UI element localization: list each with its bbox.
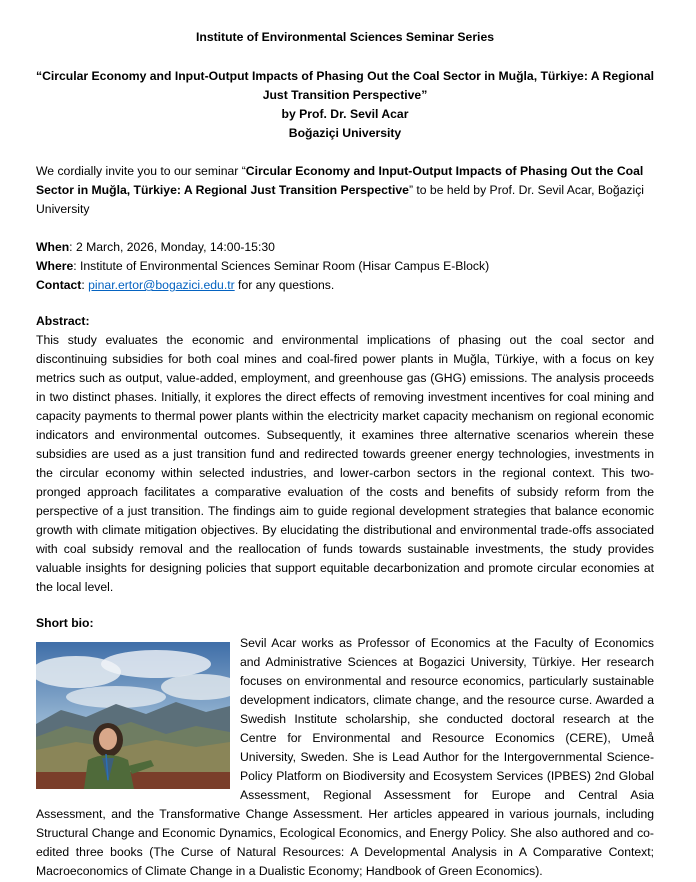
where-label: Where [36, 259, 74, 273]
invite-before: We cordially invite you to our seminar “ [36, 164, 246, 178]
when-value: : 2 March, 2026, Monday, 14:00-15:30 [69, 240, 275, 254]
contact-separator: : [81, 278, 89, 292]
bio-heading: Short bio: [36, 616, 94, 630]
abstract-heading: Abstract: [36, 314, 90, 328]
bio-text: Sevil Acar works as Professor of Economics at the Faculty of Economics and Administrative Sciences at Bogazici University, Türkiye. Her research focuses on environmental and resource economics, particularly sustainable development indicators, climate change, and the resource curse. Awarded a Swedish Institute scholarship, she conducted doctoral research at the Centre for Environmental and Resource Economics (CERE), Umeå University, Sweden. She is Lead Author for the Intergovernmental Science-Policy Platform on Biodiversity and Ecosystem Services (IPBES) 2nd Global Assessment, Regional Assessment for Europe and Central Asia Assessment, and the Transformative Change Assessment. Her articles appeared in various journals, including Structural Change and Economic Dynamics, Ecological Economics, and Energy Policy. She also authored and co-edited three books (The Curse of Natural Resources: A Developmental Analysis in A Comparative Context; Macroeconomics of Climate Change in a Dualistic Economy; Handbook of Green Economics). [36, 636, 654, 878]
abstract-text: This study evaluates the economic and environmental implications of phasing out the coal sector and discontinuing subsidies for both coal mines and coal-fired power plants in Muğla, Türkiye, with a focus on key metrics such as output, value-added, employment, and greenhouse gas (GHG) emissions. The analysis proceeds in two distinct phases. Initially, it explores the direct effects of removing investment incentives for coal mining and capacity payments to thermal power plants within the electricity market capacity mechanism on regional economic indicators and environmental outcomes. Subsequently, it examines three alternative scenarios wherein these subsidies are used as a just transition fund and redirected towards greener energy technologies, investments in the circular economy within selected industries, and lower-carbon sectors in the regional context. This two-pronged approach facilitates a comparative evaluation of the costs and benefits of subsidy reform from the perspective of a just transition. The findings aim to guide regional development strategies that balance economic growth with climate mitigation objectives. By elucidating the distributional and environmental trade-offs associated with coal subsidy removal and the reallocation of funds towards sustainable investments, the study provides valuable insights for designing policies that support equitable decarbonization and promote circular economies at the local level. [36, 333, 654, 594]
invite-after: ” to be held by Prof. Dr. Sevil Acar, Boğaziçi University [36, 183, 644, 216]
seminar-title: “Circular Economy and Input-Output Impacts of Phasing Out the Coal Sector in Muğla, Türkiye: A Regional Just Transition Perspective” [36, 69, 655, 102]
event-details [36, 238, 654, 295]
contact-label: Contact [36, 278, 82, 292]
invite-title: Circular Economy and Input-Output Impacts of Phasing Out the Coal Sector in Muğla, Türkiye: A Regional Just Transition Perspective [36, 164, 644, 197]
contact-email-link[interactable]: pinar.ertor@bogazici.edu.tr [88, 278, 235, 292]
affiliation-line: Boğaziçi University [288, 126, 402, 140]
when-label: When [36, 240, 70, 254]
speaker-photo [36, 642, 230, 789]
contact-line [36, 276, 654, 295]
bio-section [36, 634, 654, 881]
title-block [36, 67, 654, 143]
contact-after: for any questions. [234, 278, 335, 292]
seminar-announcement [36, 24, 654, 881]
series-title: Institute of Environmental Sciences Seminar Series [195, 30, 495, 44]
invitation-paragraph [36, 162, 654, 219]
where-line [36, 257, 654, 276]
where-value: : Institute of Environmental Sciences Seminar Room (Hisar Campus E-Block) [73, 259, 490, 273]
when-line [36, 238, 654, 257]
speaker-line: by Prof. Dr. Sevil Acar [281, 107, 409, 121]
